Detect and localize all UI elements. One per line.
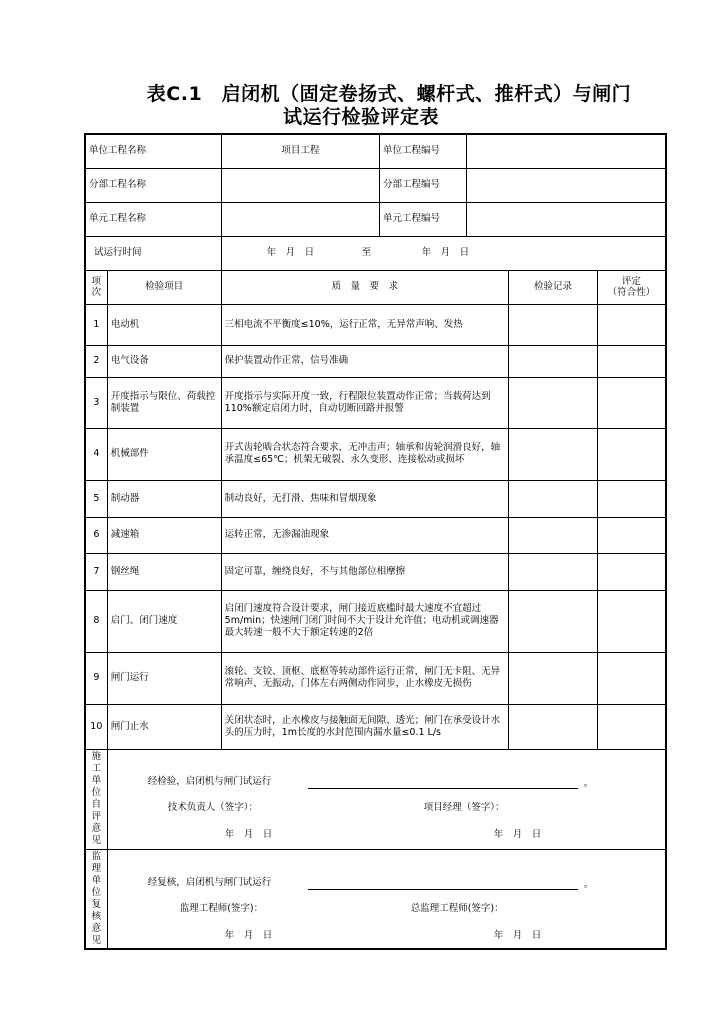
- table-row: [85, 428, 666, 480]
- trial-time-to-word: 至: [361, 246, 372, 258]
- table-row: [85, 652, 666, 704]
- row-record[interactable]: [509, 345, 598, 377]
- row-rating[interactable]: [597, 517, 666, 553]
- row-item: 减速箱: [107, 517, 221, 553]
- unit-project-no-value[interactable]: [466, 134, 666, 168]
- col-requirement-header: 质 量 要 求: [221, 270, 508, 304]
- evaluation-form: [84, 133, 667, 950]
- element-project-label: 单元工程名称: [85, 202, 221, 236]
- row-rating[interactable]: [597, 652, 666, 704]
- row-item: 钢丝绳: [107, 553, 221, 590]
- construction-opinion-row: [85, 749, 666, 849]
- construction-date-1: 年 月 日: [224, 828, 273, 840]
- row-record[interactable]: [509, 553, 598, 590]
- construction-opinion[interactable]: [107, 749, 666, 849]
- row-requirement: 开式齿轮啮合状态符合要求，无冲击声；轴承和齿轮润滑良好，轴承温度≤65℃；机架无破裂、永久变形、连接松动或损坏: [221, 428, 508, 480]
- trial-time-row: [85, 236, 666, 270]
- row-requirement: 滚轮、支铰、顶枢、底枢等转动部件运行正常，闸门无卡阻、无异常响声、无振动，门体左右两侧动作同步，止水橡皮无损伤: [221, 652, 508, 704]
- row-no: 7: [85, 553, 107, 590]
- row-item: 电动机: [107, 304, 221, 345]
- table-row: [85, 304, 666, 345]
- row-item: 电气设备: [107, 345, 221, 377]
- table-row: [85, 377, 666, 428]
- supervision-date-1: 年 月 日: [224, 929, 273, 941]
- trial-time-to: 年 月 日: [421, 246, 470, 258]
- title-line-2: 试运行检验评定表: [282, 106, 439, 128]
- construction-blank[interactable]: [308, 788, 578, 789]
- supervision-date-2: 年 月 日: [493, 929, 542, 941]
- table-row: [85, 517, 666, 553]
- supervision-opinion[interactable]: [107, 849, 666, 949]
- trial-time-value[interactable]: [221, 236, 666, 270]
- row-requirement: 三相电流不平衡度≤10%，运行正常，无异常声响、发热: [221, 304, 508, 345]
- row-record[interactable]: [509, 428, 598, 480]
- sub-project-value[interactable]: [221, 168, 379, 202]
- row-rating[interactable]: [597, 377, 666, 428]
- row-no: 9: [85, 652, 107, 704]
- construction-period: 。: [583, 777, 594, 789]
- table-row: [85, 480, 666, 517]
- row-record[interactable]: [509, 480, 598, 517]
- row-rating[interactable]: [597, 428, 666, 480]
- row-no: 1: [85, 304, 107, 345]
- chief-engineer-signature: 总监理工程师(签字)：: [410, 902, 504, 914]
- row-requirement: 启闭门速度符合设计要求，闸门接近底槛时最大速度不宜超过5m/min；快速闸门闭门时间不大于设计允许值；电动机或调速器最大转速一般不大于额定转速的2倍: [221, 590, 508, 652]
- table-row: [85, 704, 666, 749]
- row-record[interactable]: [509, 590, 598, 652]
- row-item: 开度指示与限位、荷载控制装置: [107, 377, 221, 428]
- row-rating[interactable]: [597, 304, 666, 345]
- title-line-1: 表C.1 启闭机（固定卷扬式、螺杆式、推杆式）与闸门: [146, 83, 632, 105]
- sub-project-no-label: 分部工程编号: [380, 168, 467, 202]
- row-no: 3: [85, 377, 107, 428]
- trial-time-label: 试运行时间: [85, 236, 221, 270]
- row-requirement: 保护装置动作正常，信号准确: [221, 345, 508, 377]
- supervision-line: 经复核，启闭机与闸门试运行: [147, 876, 272, 888]
- element-project-value[interactable]: [221, 202, 379, 236]
- unit-project-row: [85, 134, 666, 168]
- row-rating[interactable]: [597, 553, 666, 590]
- table-row: [85, 553, 666, 590]
- col-item-header: 检验项目: [107, 270, 221, 304]
- row-record[interactable]: [509, 652, 598, 704]
- row-item: 启门、闭门速度: [107, 590, 221, 652]
- row-no: 8: [85, 590, 107, 652]
- construction-date-2: 年 月 日: [493, 828, 542, 840]
- row-requirement: 开度指示与实际开度一致，行程限位装置动作正常；当载荷达到110%额定启闭力时，自动切断回路并报警: [221, 377, 508, 428]
- row-record[interactable]: [509, 704, 598, 749]
- col-rating-header: 评定 （符合性）: [597, 270, 666, 304]
- construction-label: 施工 单位 自评 意见: [85, 749, 107, 849]
- row-item: 机械部件: [107, 428, 221, 480]
- trial-time-from: 年 月 日: [266, 246, 315, 258]
- tech-lead-signature: 技术负责人（签字）：: [167, 801, 258, 813]
- row-requirement: 制动良好，无打滑、焦味和冒烟现象: [221, 480, 508, 517]
- row-rating[interactable]: [597, 345, 666, 377]
- row-no: 6: [85, 517, 107, 553]
- sub-project-label: 分部工程名称: [85, 168, 221, 202]
- row-no: 4: [85, 428, 107, 480]
- pm-signature: 项目经理（签字）：: [423, 801, 505, 813]
- row-record[interactable]: [509, 304, 598, 345]
- unit-project-label: 单位工程名称: [85, 134, 221, 168]
- supervision-label: 监理 单位 复核 意见: [85, 849, 107, 949]
- unit-project-value[interactable]: 项目工程: [221, 134, 379, 168]
- sub-project-row: [85, 168, 666, 202]
- row-requirement: 运转正常，无渗漏油现象: [221, 517, 508, 553]
- row-rating[interactable]: [597, 480, 666, 517]
- row-record[interactable]: [509, 517, 598, 553]
- row-no: 2: [85, 345, 107, 377]
- row-item: 闸门运行: [107, 652, 221, 704]
- supervision-period: 。: [583, 878, 594, 890]
- unit-project-no-label: 单位工程编号: [380, 134, 467, 168]
- col-no-header: 项 次: [85, 270, 107, 304]
- table-row: [85, 345, 666, 377]
- element-project-row: [85, 202, 666, 236]
- construction-line: 经检验，启闭机与闸门试运行: [147, 775, 272, 787]
- row-rating[interactable]: [597, 704, 666, 749]
- supervision-blank[interactable]: [308, 889, 578, 890]
- engineer-signature: 监理工程师(签字)：: [179, 902, 264, 914]
- element-project-no-label: 单元工程编号: [380, 202, 467, 236]
- column-header-row: [85, 270, 666, 304]
- row-requirement: 关闭状态时，止水橡皮与接触面无间隙、透光；闸门在承受设计水头的压力时，1m长度的水封范围内漏水量≤0.1 L/s: [221, 704, 508, 749]
- col-record-header: 检验记录: [509, 270, 598, 304]
- row-no: 5: [85, 480, 107, 517]
- row-no: 10: [85, 704, 107, 749]
- supervision-opinion-row: [85, 849, 666, 949]
- row-requirement: 固定可靠，缠绕良好，不与其他部位相摩擦: [221, 553, 508, 590]
- row-record[interactable]: [509, 377, 598, 428]
- table-row: [85, 590, 666, 652]
- sub-project-no-value[interactable]: [466, 168, 666, 202]
- row-rating[interactable]: [597, 590, 666, 652]
- element-project-no-value[interactable]: [466, 202, 666, 236]
- row-item: 闸门止水: [107, 704, 221, 749]
- row-item: 制动器: [107, 480, 221, 517]
